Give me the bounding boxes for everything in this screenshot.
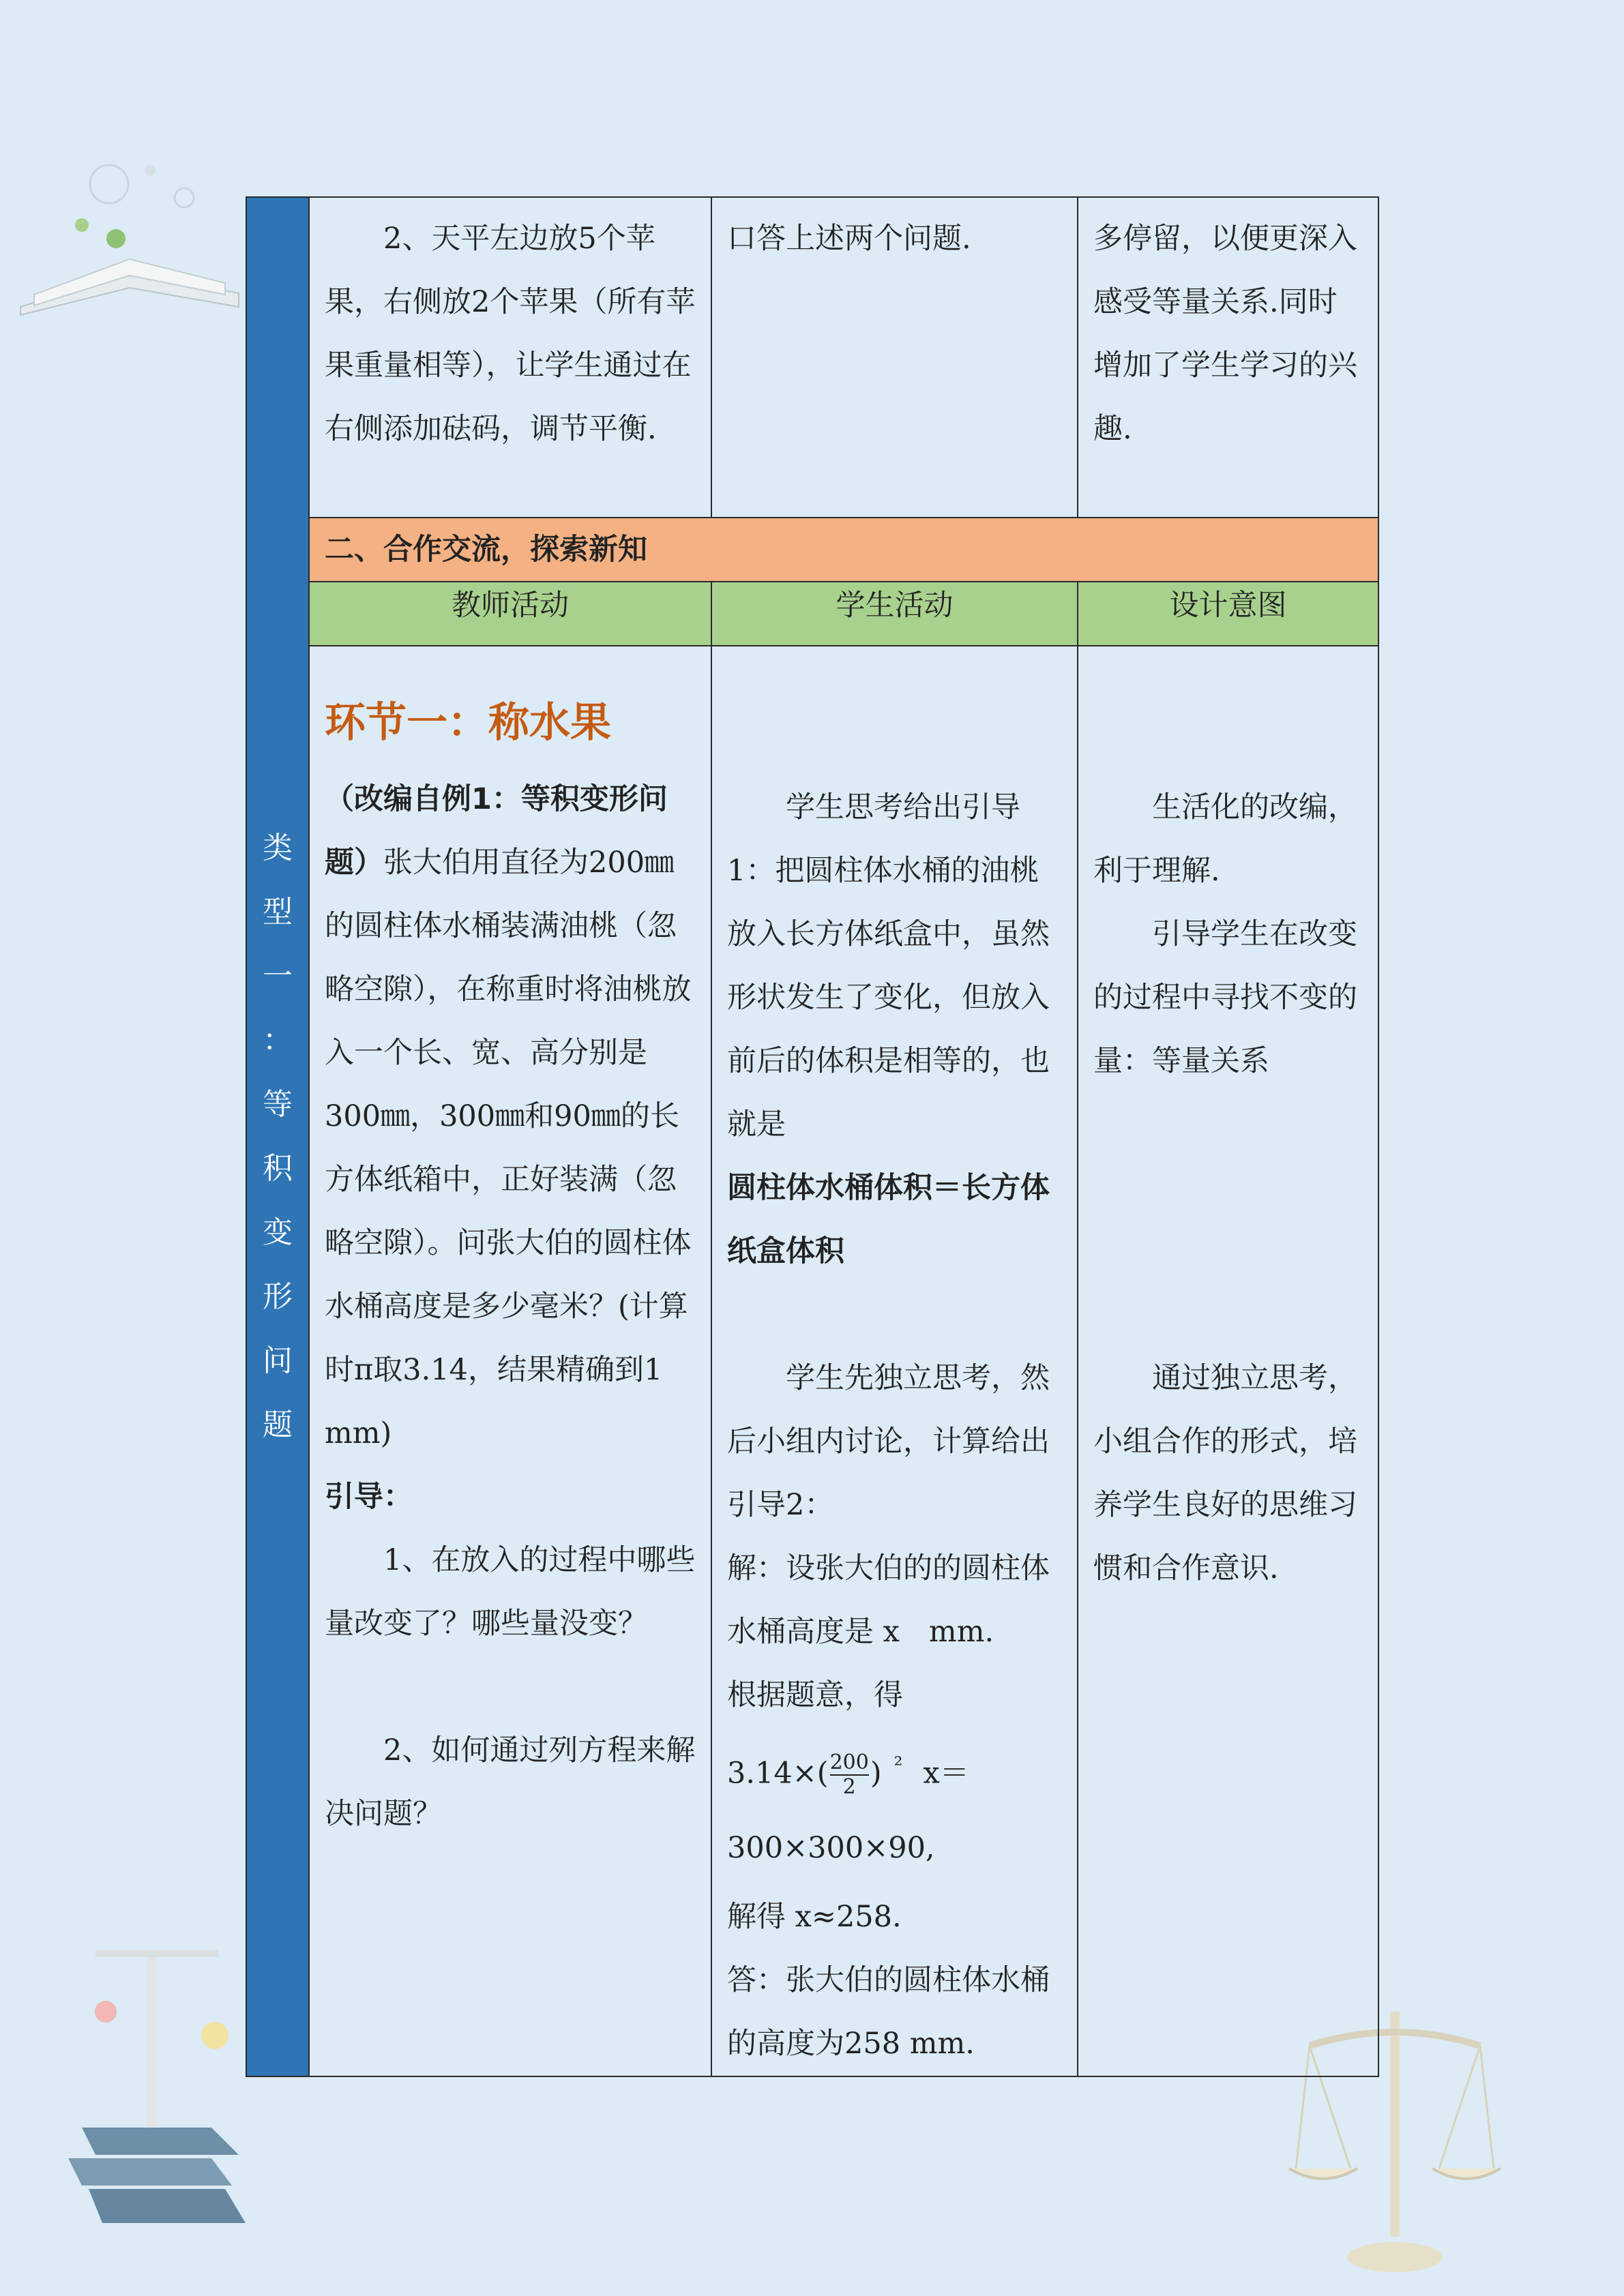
result-text: 解得 x≈258. [727, 1900, 902, 1935]
side-label-char: 型 [263, 895, 293, 930]
student-activity-cell [711, 646, 1078, 2076]
question-1: 1、在放入的过程中哪些量改变了？哪些量没变？ [325, 1543, 696, 1641]
equation-prefix: 3.14×( [727, 1756, 829, 1791]
top-row [246, 197, 1378, 518]
side-label-char: 问 [263, 1343, 293, 1379]
side-label-char: 题 [263, 1407, 293, 1443]
side-label-char: 一 [263, 959, 293, 994]
main-row [246, 646, 1378, 2076]
side-category-label [246, 197, 309, 2076]
guide-label: 引导： [325, 1480, 413, 1514]
section-title: 二、合作交流，探索新知 [325, 533, 647, 567]
header-teacher: 教师活动 [309, 582, 711, 646]
fraction-denominator: 2 [842, 1775, 856, 1800]
fraction-numerator: 200 [829, 1750, 869, 1775]
side-label-char: 积 [263, 1151, 293, 1187]
top-design-cell [1078, 197, 1378, 518]
node-title: 环节一：称水果 [325, 699, 611, 747]
top-student-text: 口答上述两个问题. [727, 222, 971, 256]
side-label-char: 等 [263, 1087, 293, 1122]
top-student-cell [711, 197, 1078, 518]
top-design-text: 多停留，以便更深入感受等量关系.同时增加了学生学习的兴趣. [1093, 222, 1357, 446]
student-answer-2: 学生先独立思考，然后小组内讨论，计算给出引导2： [727, 1361, 1050, 1522]
open-book-illustration [14, 136, 252, 320]
balance-and-books-illustration [41, 1923, 273, 2237]
side-label-char: ： [263, 1023, 293, 1058]
student-answer-1: 学生思考给出引导1：把圆柱体水桶的油桃放入长方体纸盒中，虽然形状发生了变化，但放入前后的体积是相等的，也就是 [727, 790, 1050, 1142]
side-label-char: 形 [263, 1279, 293, 1315]
design-intent-3: 通过独立思考，小组合作的形式，培养学生良好的思维习惯和合作意识. [1093, 1361, 1357, 1585]
problem-text: 张大伯用直径为200㎜的圆柱体水桶装满油桃（忽略空隙），在称重时将油桃放入一个长、宽、高分别是300㎜，300㎜和90㎜的长方体纸箱中，正好装满（忽略空隙）。问张大伯的圆柱体水桶高度是多少毫米？(计算时π取3.14，结果精确到1 mm) [325, 846, 692, 1450]
equation-rest: x＝300×300×90, [727, 1756, 969, 1866]
side-label-char: 变 [263, 1215, 293, 1251]
header-design: 设计意图 [1078, 582, 1378, 646]
example-label: （改编自例1：等积变形问题） [325, 782, 668, 880]
question-2: 2、如何通过列方程来解决问题？ [325, 1733, 696, 1831]
equation-fraction [830, 1751, 869, 1799]
equation-exponent: ² [894, 1752, 903, 1778]
side-label-text [247, 816, 308, 1457]
design-intent-2: 引导学生在改变的过程中寻找不变的量：等量关系 [1093, 917, 1357, 1078]
solution-setup: 解：设张大伯的的圆柱体水桶高度是 x mm. [727, 1551, 1050, 1649]
lesson-plan-table [246, 196, 1379, 2077]
design-intent-1: 生活化的改编，利于理解. [1093, 790, 1357, 888]
equation [727, 1727, 1062, 1885]
student-answer-1-bold: 圆柱体水桶体积＝长方体纸盒体积 [727, 1171, 1050, 1268]
equation-close-paren: ) [870, 1756, 882, 1791]
teacher-activity-cell [309, 646, 711, 2076]
by-meaning-text: 根据题意，得 [727, 1678, 903, 1712]
side-label-char: 类 [263, 831, 293, 866]
section-row [246, 518, 1378, 582]
answer-text: 答：张大伯的圆柱体水桶的高度为258 mm. [727, 1963, 1050, 2061]
design-intent-cell [1078, 646, 1378, 2076]
top-teacher-cell [309, 197, 711, 518]
header-row [246, 582, 1378, 646]
top-teacher-text: 2、天平左边放5个苹果，右侧放2个苹果（所有苹果重量相等），让学生通过在右侧添加砝码，调节平衡. [325, 222, 696, 446]
header-student: 学生活动 [711, 582, 1078, 646]
